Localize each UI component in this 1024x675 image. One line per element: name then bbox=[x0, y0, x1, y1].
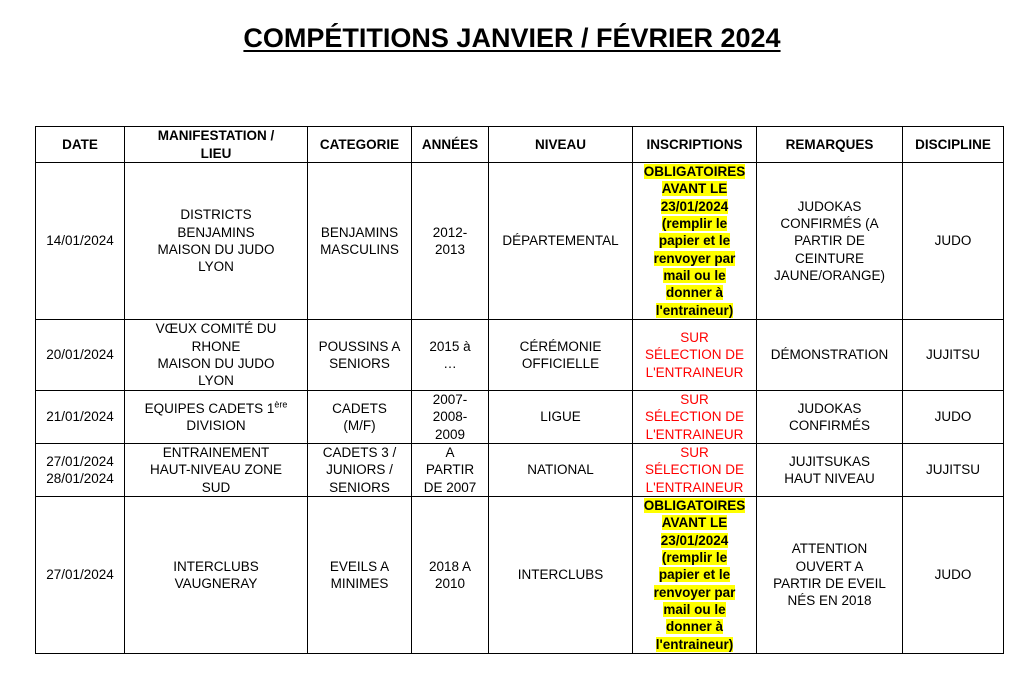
cell-line: PARTIR DE bbox=[794, 233, 865, 249]
header-manifestation bbox=[125, 127, 308, 163]
cell-line: BENJAMINS bbox=[320, 224, 399, 240]
header-discipline: DISCIPLINE bbox=[903, 127, 1004, 163]
discipline-cell bbox=[903, 320, 1004, 391]
categorie-cell bbox=[308, 497, 412, 654]
cell-line: (M/F) bbox=[343, 418, 376, 433]
highlighted-line: 23/01/2024 bbox=[660, 532, 729, 548]
annees-cell bbox=[412, 391, 489, 444]
cell-line: 2008- bbox=[432, 409, 468, 425]
manifestation-cell bbox=[125, 497, 308, 654]
inscriptions-cell bbox=[633, 444, 757, 497]
cell-line: CÉRÉMONIE bbox=[519, 338, 602, 354]
remarques-cell bbox=[757, 163, 903, 320]
cell-line: HAUT-NIVEAU ZONE bbox=[149, 462, 282, 478]
cell-line: LYON bbox=[198, 259, 234, 275]
cell-line: JUDOKAS bbox=[797, 198, 862, 214]
remarques-cell bbox=[757, 391, 903, 444]
categorie-cell bbox=[308, 163, 412, 320]
cell-line: SÉLECTION DE bbox=[644, 409, 745, 425]
header-niveau: NIVEAU bbox=[489, 127, 633, 163]
competitions-table bbox=[35, 126, 1004, 654]
cell-line: INTERCLUBS bbox=[173, 558, 259, 574]
table-row bbox=[36, 320, 1004, 391]
cell-line: 2018 A bbox=[428, 558, 472, 574]
cell-line: PARTIR DE EVEIL bbox=[773, 576, 886, 591]
cell-line: L'ENTRAINEUR bbox=[645, 364, 744, 380]
header-remarques: REMARQUES bbox=[757, 127, 903, 163]
cell-line: CADETS 3 / bbox=[322, 445, 397, 461]
manifestation-cell bbox=[125, 391, 308, 444]
table-row bbox=[36, 444, 1004, 497]
cell-line: PARTIR bbox=[425, 462, 475, 478]
date-cell bbox=[36, 444, 125, 497]
inscriptions-cell bbox=[633, 163, 757, 320]
highlighted-line: renvoyer par bbox=[653, 584, 736, 600]
cell-line: 2012- bbox=[432, 224, 468, 240]
cell-line: JAUNE/ORANGE) bbox=[773, 267, 885, 283]
cell-line: JUDO bbox=[934, 567, 972, 583]
highlighted-line: (remplir le bbox=[661, 216, 728, 232]
cell-line: JUDO bbox=[934, 233, 972, 249]
cell-line: POUSSINS A bbox=[318, 338, 401, 354]
header-categorie: CATEGORIE bbox=[308, 127, 412, 163]
remarques-cell bbox=[757, 320, 903, 391]
remarques-cell bbox=[757, 444, 903, 497]
discipline-cell bbox=[903, 497, 1004, 654]
header-manifestation-line: LIEU bbox=[200, 145, 232, 161]
highlighted-line: mail ou le bbox=[663, 601, 726, 617]
cell-line: JUNIORS / bbox=[326, 462, 393, 478]
highlighted-line: AVANT LE bbox=[661, 181, 728, 197]
cell-line: BENJAMINS bbox=[177, 224, 255, 240]
cell-line: CEINTURE bbox=[794, 250, 864, 266]
table-row bbox=[36, 391, 1004, 444]
highlighted-line: AVANT LE bbox=[661, 515, 728, 531]
annees-cell bbox=[412, 497, 489, 654]
cell-line: 2015 à bbox=[429, 338, 471, 354]
cell-line: JUJITSUKAS bbox=[788, 453, 870, 469]
cell-line: OFFICIELLE bbox=[521, 356, 600, 371]
cell-line: SUD bbox=[201, 479, 231, 495]
cell-line: HAUT NIVEAU bbox=[784, 471, 875, 486]
cell-line: L'ENTRAINEUR bbox=[645, 479, 744, 495]
cell-line: VAUGNERAY bbox=[174, 576, 258, 591]
cell-line: 28/01/2024 bbox=[46, 471, 114, 486]
date-cell bbox=[36, 163, 125, 320]
date-cell bbox=[36, 320, 125, 391]
highlighted-line: OBLIGATOIRES bbox=[643, 164, 746, 180]
cell-line: MINIMES bbox=[330, 576, 389, 591]
categorie-cell bbox=[308, 391, 412, 444]
header-row bbox=[36, 127, 1004, 163]
cell-line: CADETS bbox=[332, 400, 387, 416]
cell-line: LIGUE bbox=[540, 409, 581, 425]
cell-line: CONFIRMÉS (A bbox=[780, 216, 879, 232]
highlighted-line: l'entraineur) bbox=[655, 636, 734, 652]
cell-line: … bbox=[443, 356, 457, 371]
header-date: DATE bbox=[36, 127, 125, 163]
cell-line: ATTENTION bbox=[791, 541, 868, 557]
cell-line: 14/01/2024 bbox=[46, 233, 114, 249]
table-row bbox=[36, 163, 1004, 320]
cell-line: 2010 bbox=[434, 576, 466, 591]
highlighted-line: (remplir le bbox=[661, 550, 728, 566]
cell-line: DÉMONSTRATION bbox=[770, 347, 889, 363]
cell-line: RHONE bbox=[191, 338, 241, 354]
date-cell bbox=[36, 497, 125, 654]
inscriptions-cell bbox=[633, 497, 757, 654]
highlighted-line: papier et le bbox=[658, 567, 731, 583]
cell-line: LYON bbox=[198, 373, 234, 389]
highlighted-line: renvoyer par bbox=[653, 250, 736, 266]
cell-line: SUR bbox=[680, 330, 709, 346]
header-inscriptions: INSCRIPTIONS bbox=[633, 127, 757, 163]
highlighted-line: OBLIGATOIRES bbox=[643, 498, 746, 514]
categorie-cell bbox=[308, 320, 412, 391]
niveau-cell bbox=[489, 163, 633, 320]
highlighted-line: l'entraineur) bbox=[655, 302, 734, 318]
cell-line: SÉLECTION DE bbox=[644, 462, 745, 478]
cell-line: DIVISION bbox=[186, 418, 246, 433]
remarques-cell bbox=[757, 497, 903, 654]
page-title: COMPÉTITIONS JANVIER / FÉVRIER 2024 bbox=[243, 23, 781, 53]
highlighted-line: mail ou le bbox=[663, 267, 726, 283]
niveau-cell bbox=[489, 497, 633, 654]
cell-line: CONFIRMÉS bbox=[789, 418, 870, 433]
discipline-cell bbox=[903, 391, 1004, 444]
highlighted-line: donner à bbox=[665, 285, 723, 301]
cell-line: A bbox=[445, 445, 455, 461]
cell-line: L'ENTRAINEUR bbox=[645, 426, 744, 442]
niveau-cell bbox=[489, 391, 633, 444]
cell-line: JUDO bbox=[934, 409, 972, 425]
manifestation-cell bbox=[125, 444, 308, 497]
cell-line: 27/01/2024 bbox=[46, 453, 114, 469]
cell-line: SENIORS bbox=[329, 479, 390, 495]
manifestation-cell bbox=[125, 163, 308, 320]
inscriptions-cell bbox=[633, 320, 757, 391]
cell-line: NATIONAL bbox=[527, 462, 594, 478]
discipline-cell bbox=[903, 444, 1004, 497]
highlighted-line: papier et le bbox=[658, 233, 731, 249]
discipline-cell bbox=[903, 163, 1004, 320]
cell-line: 20/01/2024 bbox=[46, 347, 114, 363]
cell-line: JUJITSU bbox=[926, 347, 980, 363]
inscriptions-cell bbox=[633, 391, 757, 444]
cell-line: MASCULINS bbox=[320, 242, 399, 257]
cell-line: SÉLECTION DE bbox=[644, 347, 745, 363]
cell-line: ENTRAINEMENT bbox=[162, 445, 270, 461]
highlighted-line: donner à bbox=[665, 619, 723, 635]
cell-line: JUJITSU bbox=[926, 462, 980, 478]
cell-line: SUR bbox=[680, 445, 709, 461]
cell-line: EVEILS A bbox=[329, 558, 390, 574]
cell-line: 21/01/2024 bbox=[46, 409, 114, 425]
cell-line: VŒUX COMITÉ DU bbox=[155, 321, 277, 337]
cell-line: DE 2007 bbox=[423, 479, 477, 495]
cell-line: OUVERT A bbox=[795, 558, 864, 574]
annees-cell bbox=[412, 163, 489, 320]
cell-line: 27/01/2024 bbox=[46, 567, 114, 583]
annees-cell bbox=[412, 444, 489, 497]
cell-line: SUR bbox=[680, 392, 709, 408]
cell-line: 2009 bbox=[434, 426, 466, 442]
cell-line: MAISON DU JUDO bbox=[157, 242, 275, 257]
manifestation-cell bbox=[125, 320, 308, 391]
cell-line: DÉPARTEMENTAL bbox=[502, 233, 619, 249]
superscript: ère bbox=[274, 399, 288, 410]
niveau-cell bbox=[489, 444, 633, 497]
cell-line: SENIORS bbox=[329, 356, 390, 371]
date-cell bbox=[36, 391, 125, 444]
cell-line: INTERCLUBS bbox=[517, 567, 604, 583]
cell-line: 2013 bbox=[434, 242, 466, 257]
annees-cell bbox=[412, 320, 489, 391]
cell-line: 2007- bbox=[432, 392, 468, 408]
cell-text: EQUIPES CADETS 1 bbox=[144, 400, 275, 416]
header-annees: ANNÉES bbox=[412, 127, 489, 163]
table-row bbox=[36, 497, 1004, 654]
niveau-cell bbox=[489, 320, 633, 391]
cell-line: JUDOKAS bbox=[797, 400, 862, 416]
cell-line: NÉS EN 2018 bbox=[787, 593, 872, 609]
cell-line: MAISON DU JUDO bbox=[157, 356, 275, 371]
header-manifestation-line: MANIFESTATION / bbox=[157, 128, 275, 144]
highlighted-line: 23/01/2024 bbox=[660, 198, 729, 214]
categorie-cell bbox=[308, 444, 412, 497]
cell-line: DISTRICTS bbox=[180, 207, 252, 223]
cell-line bbox=[127, 400, 305, 417]
